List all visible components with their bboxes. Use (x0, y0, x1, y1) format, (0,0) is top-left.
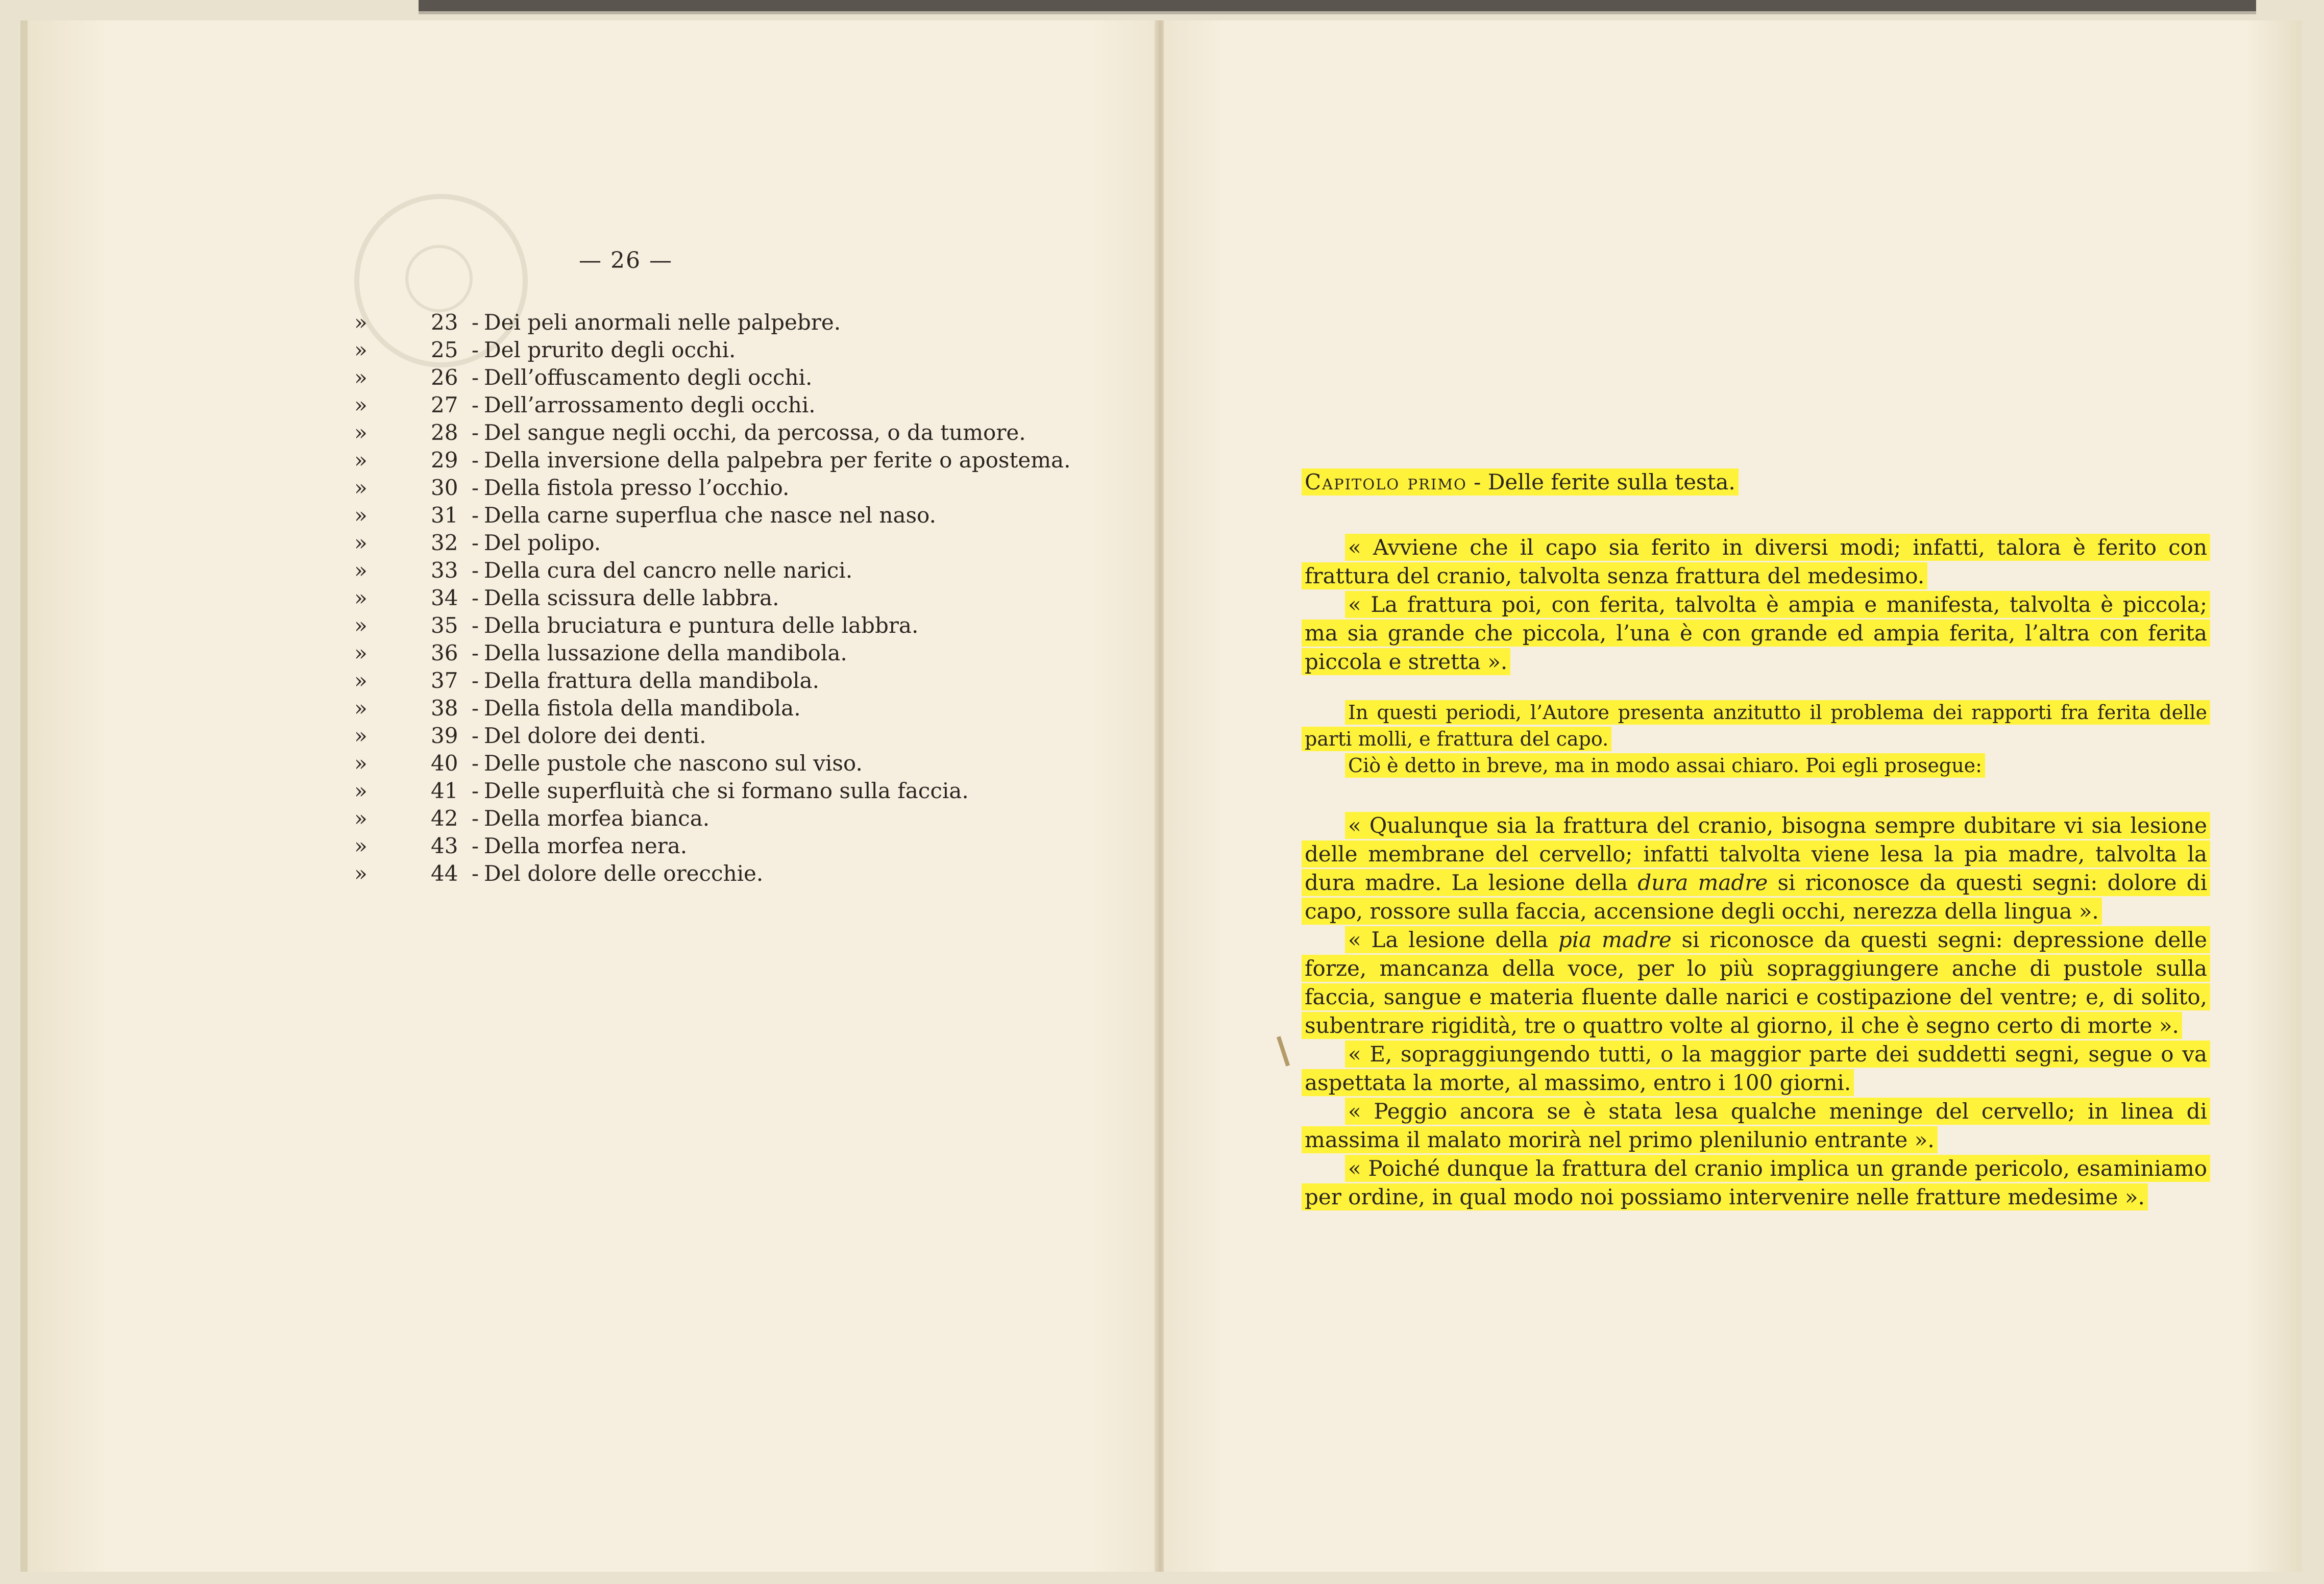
toc-separator: - (471, 861, 479, 886)
paragraph (1302, 533, 2210, 590)
toc-entry (354, 722, 1070, 750)
toc-number: 33 (431, 558, 458, 583)
toc-marker: » (354, 723, 368, 748)
toc-title: Della inversione della palpebra per ferite o apostema. (484, 448, 1071, 473)
toc-number: 31 (431, 503, 458, 528)
toc-marker: » (354, 778, 368, 803)
toc-title: Del dolore dei denti. (484, 723, 706, 748)
toc-title: Del polipo. (484, 530, 601, 555)
toc-entry (354, 639, 1070, 667)
text-segment: « La lesione della (1348, 927, 1558, 952)
toc-number: 36 (431, 640, 458, 665)
toc-marker: » (354, 558, 368, 583)
toc-entry (354, 474, 1070, 502)
toc-entry (354, 419, 1070, 447)
toc-separator: - (471, 668, 479, 693)
italic-term: pia madre (1558, 927, 1672, 952)
toc-entry (354, 364, 1070, 391)
toc-title: Della cura del cancro nelle narici. (484, 558, 853, 583)
toc-number: 42 (431, 806, 458, 831)
toc-title: Della fistola presso l’occhio. (484, 475, 790, 500)
toc-marker: » (354, 861, 368, 886)
toc-entry (354, 832, 1070, 860)
toc-number: 32 (431, 530, 458, 555)
toc-marker: » (354, 640, 368, 665)
toc-separator: - (471, 806, 479, 831)
toc-marker: » (354, 392, 368, 417)
toc-marker: » (354, 365, 368, 390)
chapter-label: Capitolo primo (1305, 469, 1467, 494)
toc-entry (354, 309, 1070, 336)
toc-entry (354, 612, 1070, 639)
toc-title: Della frattura della mandibola. (484, 668, 819, 693)
toc-entry (354, 750, 1070, 777)
toc-separator: - (471, 337, 479, 362)
paragraph (1302, 926, 2210, 1040)
toc-entry (354, 695, 1070, 722)
toc-entry (354, 447, 1070, 474)
paragraph (1302, 752, 2210, 779)
text-segment: « Peggio ancora se è stata lesa qualche meninge del cervello; in linea di massima il malato morirà nel primo plenilunio entrante ». (1305, 1099, 2207, 1152)
toc-number: 25 (431, 337, 458, 362)
toc-separator: - (471, 778, 479, 803)
commentary-block (1302, 699, 2210, 779)
toc-number: 28 (431, 420, 458, 445)
toc-separator: - (471, 751, 479, 776)
toc-marker: » (354, 613, 368, 638)
toc-title: Dei peli anormali nelle palpebre. (484, 310, 841, 335)
toc-title: Del sangue negli occhi, da percossa, o da tumore. (484, 420, 1026, 445)
library-stamp-emblem (405, 245, 473, 312)
toc-entry (354, 777, 1070, 805)
toc-marker: » (354, 668, 368, 693)
paragraph (1302, 1097, 2210, 1154)
chapter-separator: - (1466, 469, 1488, 494)
toc-entry (354, 336, 1070, 364)
highlighted-text: « La frattura poi, con ferita, talvolta è ampia e manifesta, talvolta è piccola; ma sia grande che piccola, l’una è con grande ed ampia ferita, l’altra con ferita piccola e stretta ». (1302, 591, 2210, 675)
toc-marker: » (354, 530, 368, 555)
toc-title: Della morfea nera. (484, 833, 688, 858)
toc-marker: » (354, 833, 368, 858)
toc-separator: - (471, 696, 479, 721)
highlighted-text (1302, 1041, 2210, 1096)
toc-marker: » (354, 448, 368, 473)
italic-term: dura madre (1637, 870, 1768, 895)
toc-marker: » (354, 310, 368, 335)
toc-entry (354, 860, 1070, 887)
toc-marker: » (354, 696, 368, 721)
toc-number: 34 (431, 585, 458, 610)
toc-title: Della bruciatura e puntura delle labbra. (484, 613, 919, 638)
toc-number: 23 (431, 310, 458, 335)
paragraph (1302, 590, 2210, 676)
toc-marker: » (354, 585, 368, 610)
toc-separator: - (471, 558, 479, 583)
highlighted-text: « Avviene che il capo sia ferito in diversi modi; infatti, talora è ferito con frattura del cranio, talvolta senza frattura del medesimo. (1302, 534, 2210, 589)
right-page (1164, 20, 2302, 1572)
toc-separator: - (471, 613, 479, 638)
highlighted-text (1302, 926, 2210, 1039)
toc-separator: - (471, 833, 479, 858)
toc-marker: » (354, 751, 368, 776)
toc-entry (354, 502, 1070, 529)
toc-entry (354, 584, 1070, 612)
toc-title: Della fistola della mandibola. (484, 696, 801, 721)
toc-entry (354, 391, 1070, 419)
toc-separator: - (471, 640, 479, 665)
quotation-block-1 (1302, 533, 2210, 676)
highlighted-text (1302, 1098, 2210, 1153)
toc-separator: - (471, 365, 479, 390)
toc-separator: - (471, 503, 479, 528)
toc-number: 38 (431, 696, 458, 721)
quotation-block-2 (1302, 811, 2210, 1211)
toc-title: Dell’arrossamento degli occhi. (484, 392, 816, 417)
toc-separator: - (471, 392, 479, 417)
toc-entry (354, 529, 1070, 557)
toc-title: Del dolore delle orecchie. (484, 861, 764, 886)
toc-title: Della scissura delle labbra. (484, 585, 779, 610)
paragraph (1302, 1040, 2210, 1097)
chapter-heading (1302, 469, 1739, 494)
text-segment: si riconosce da questi segni: dolore di capo, rossore sulla faccia, accensione degli occhi, nerezza della lingua ». (1305, 870, 2207, 924)
highlighted-text: In questi periodi, l’Autore presenta anzitutto il problema dei rapporti fra ferita delle parti molli, e frattura del capo. (1302, 700, 2210, 751)
toc-title: Della morfea bianca. (484, 806, 710, 831)
toc-number: 39 (431, 723, 458, 748)
toc-separator: - (471, 585, 479, 610)
toc-separator: - (471, 530, 479, 555)
toc-marker: » (354, 806, 368, 831)
book-top-edge (419, 0, 2256, 14)
toc-separator: - (471, 475, 479, 500)
table-of-contents (354, 309, 1070, 887)
highlighted-text: Ciò è detto in breve, ma in modo assai chiaro. Poi egli prosegue: (1345, 753, 1985, 778)
paragraph (1302, 811, 2210, 926)
paragraph (1302, 699, 2210, 752)
left-page (20, 20, 1166, 1572)
toc-title: Del prurito degli occhi. (484, 337, 736, 362)
toc-title: Delle superfluità che si formano sulla faccia. (484, 778, 969, 803)
toc-separator: - (471, 723, 479, 748)
toc-marker: » (354, 337, 368, 362)
toc-marker: » (354, 475, 368, 500)
toc-number: 35 (431, 613, 458, 638)
text-segment: « Poiché dunque la frattura del cranio implica un grande pericolo, esaminiamo per ordine, in qual modo noi possiamo intervenire nelle fratture medesime ». (1305, 1156, 2207, 1209)
toc-entry (354, 667, 1070, 695)
chapter-heading-highlight (1302, 468, 1739, 496)
toc-number: 43 (431, 833, 458, 858)
toc-entry (354, 805, 1070, 832)
chapter-title: Delle ferite sulla testa. (1487, 469, 1735, 494)
toc-marker: » (354, 420, 368, 445)
toc-title: Della lussazione della mandibola. (484, 640, 847, 665)
text-segment: « E, sopraggiungendo tutti, o la maggior parte dei suddetti segni, segue o va aspettata la morte, al massimo, entro i 100 giorni. (1305, 1042, 2207, 1095)
toc-separator: - (471, 420, 479, 445)
toc-number: 40 (431, 751, 458, 776)
toc-number: 29 (431, 448, 458, 473)
toc-entry (354, 557, 1070, 584)
toc-separator: - (471, 310, 479, 335)
highlighted-text (1302, 1155, 2210, 1210)
text-segment: « Qualunque sia la frattura del cranio, bisogna sempre dubitare vi sia lesione delle membrane del cervello; infatti talvolta viene lesa la pia madre, talvolta la dura madre. La lesione della (1305, 813, 2207, 895)
toc-separator: - (471, 448, 479, 473)
toc-number: 30 (431, 475, 458, 500)
toc-number: 27 (431, 392, 458, 417)
toc-title: Dell’offuscamento degli occhi. (484, 365, 813, 390)
toc-number: 37 (431, 668, 458, 693)
toc-title: Delle pustole che nascono sul viso. (484, 751, 863, 776)
toc-title: Della carne superflua che nasce nel naso. (484, 503, 936, 528)
toc-number: 26 (431, 365, 458, 390)
highlighted-text (1302, 812, 2210, 925)
toc-marker: » (354, 503, 368, 528)
toc-number: 44 (431, 861, 458, 886)
ink-smudge (1277, 1036, 1290, 1067)
paragraph (1302, 1154, 2210, 1211)
text-segment: si riconosce da questi segni: depressione delle forze, mancanza della voce, per lo più sopraggiungere anche di pustole sulla faccia, sangue e materia fluente dalle narici e costipazione del ventre; e, di solito, subentrare rigidità, tre o quattro volte al giorno, il che è segno certo di morte ». (1305, 927, 2207, 1038)
page-number: — 26 — (579, 247, 673, 274)
toc-number: 41 (431, 778, 458, 803)
